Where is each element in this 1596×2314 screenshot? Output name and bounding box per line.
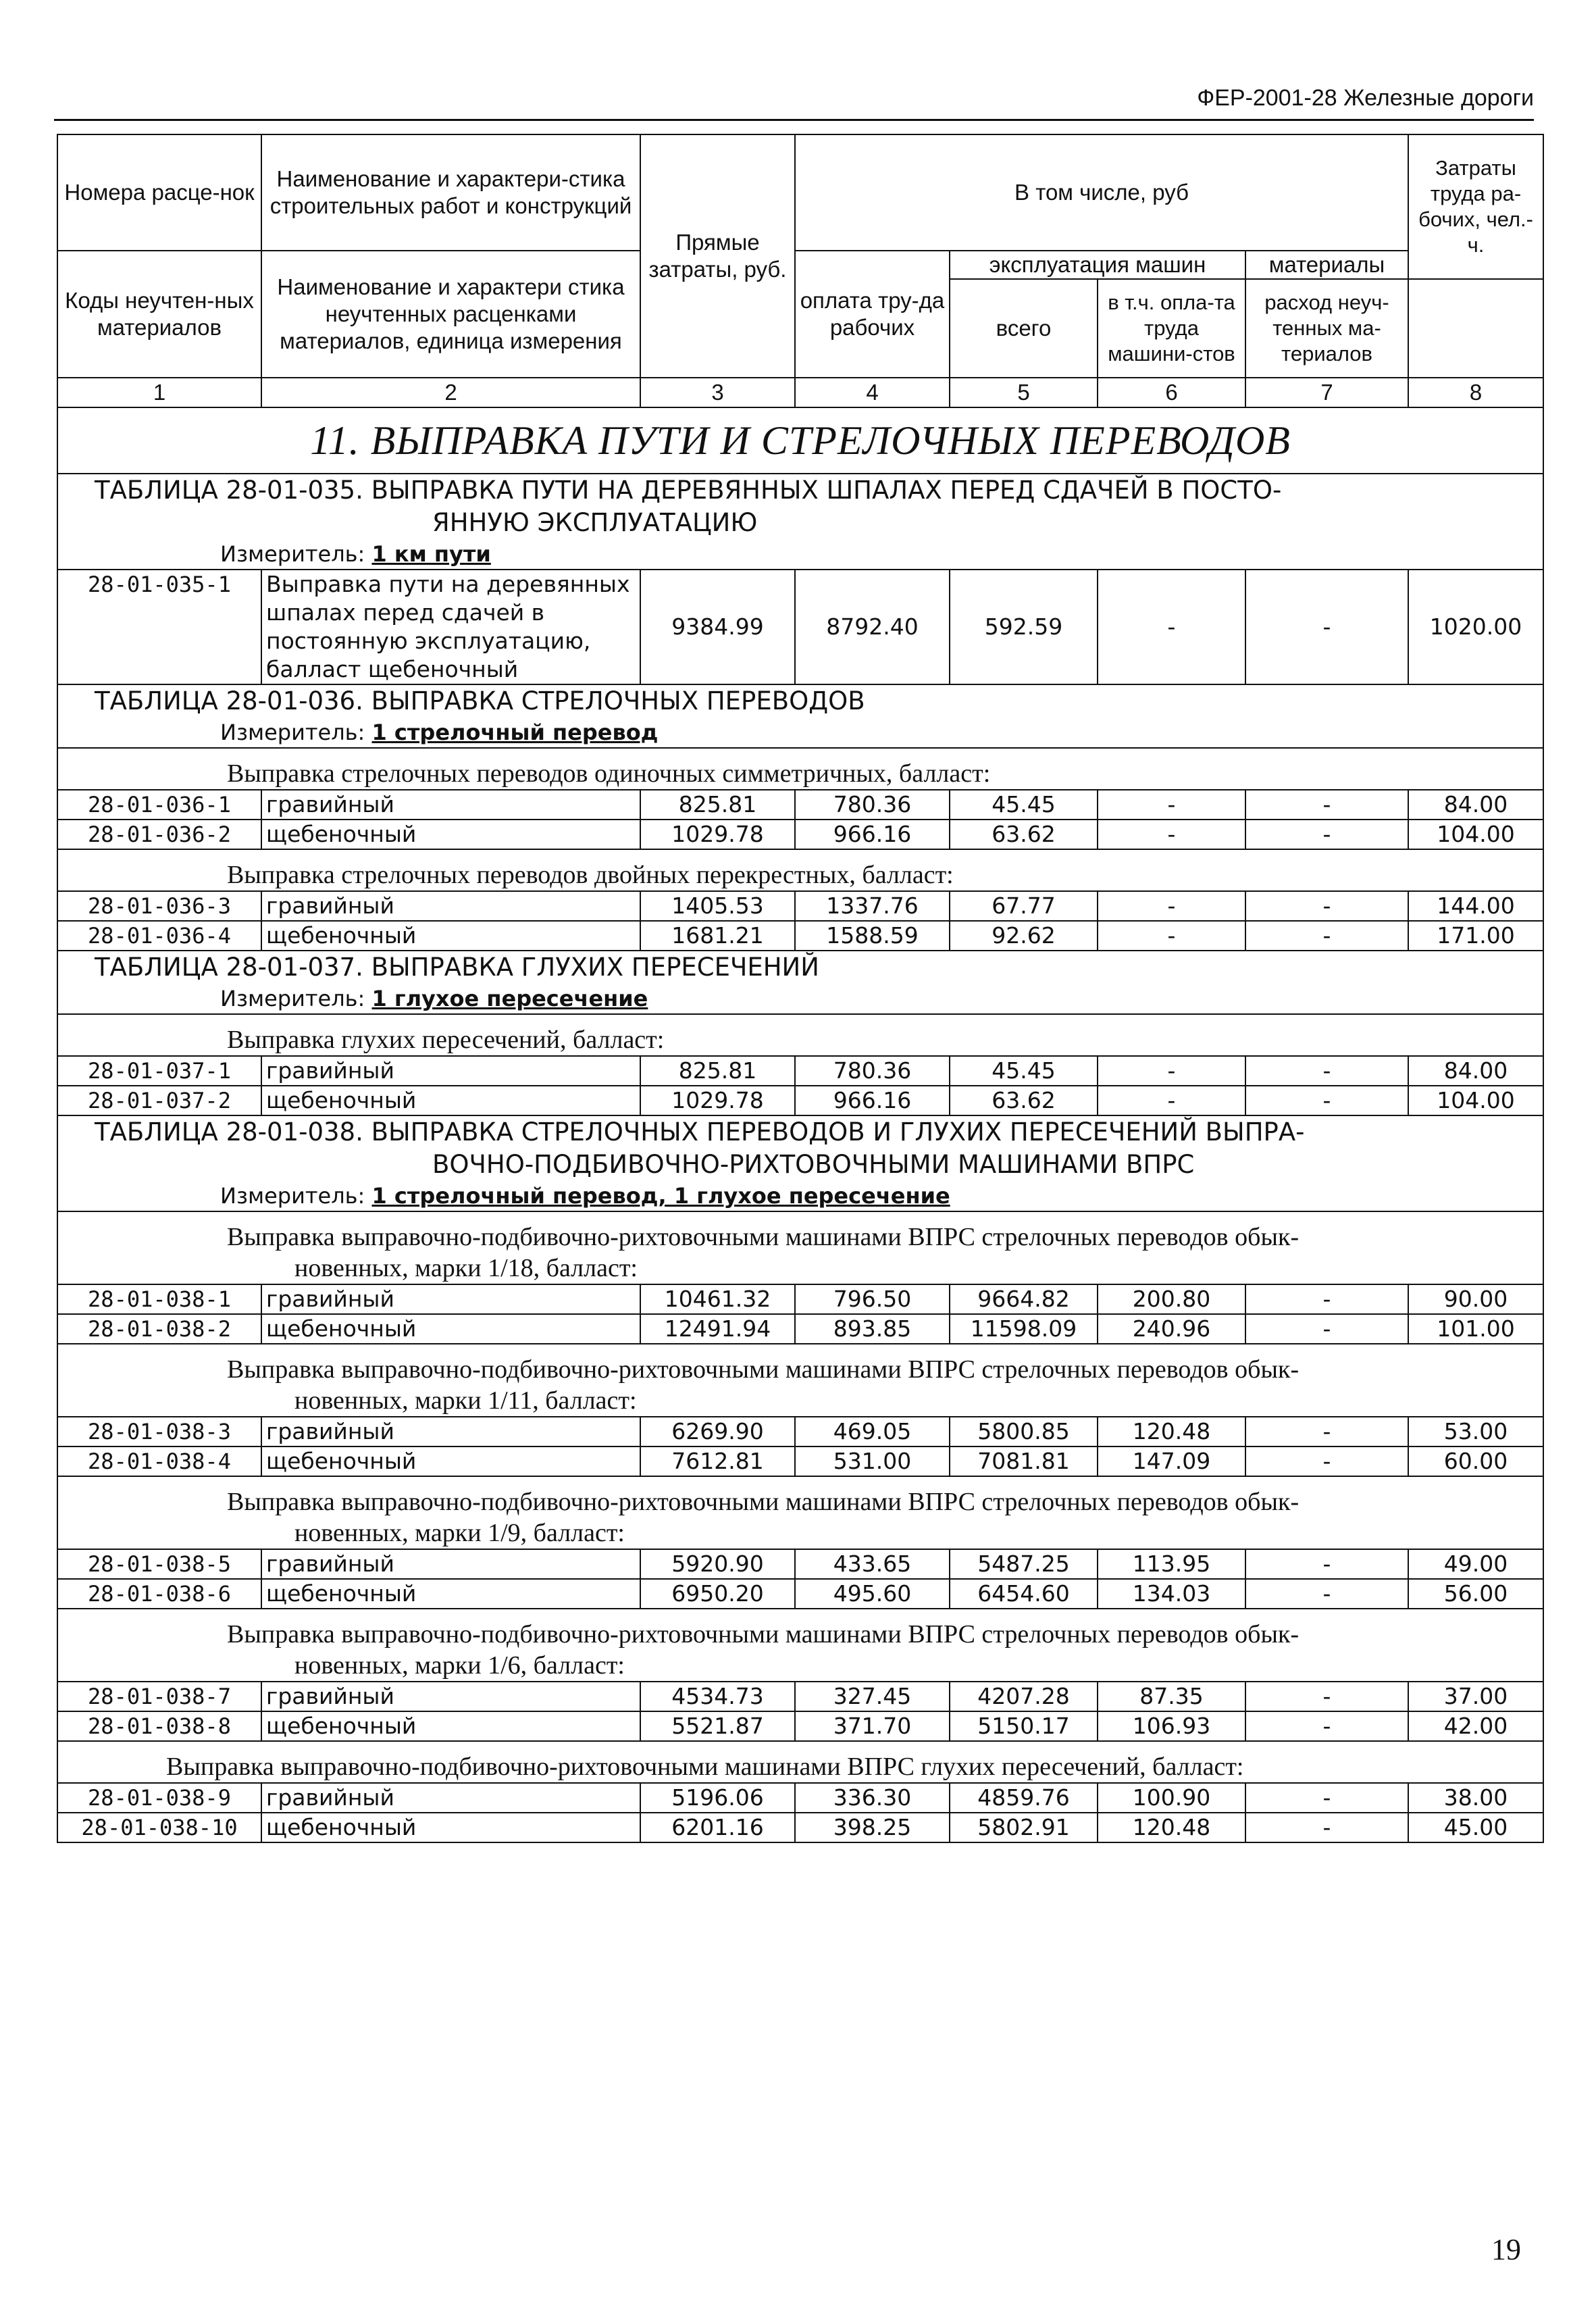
labor-cost: 101.00 (1408, 1314, 1543, 1344)
table-row (57, 1579, 1543, 1609)
machines-total: 592.59 (950, 570, 1098, 684)
subheading-text: Выправка выправочно-подбивочно-рихтовочными машинами ВПРС стрелочных переводов обык- (227, 1620, 1299, 1649)
materials-unaccounted: - (1245, 1417, 1408, 1447)
machines-labor: - (1098, 570, 1245, 684)
direct-costs: 1681.21 (640, 921, 795, 951)
rate-code: 28-01-036-4 (57, 921, 261, 951)
direct-costs: 7612.81 (640, 1447, 795, 1476)
machines-labor: 100.90 (1098, 1783, 1245, 1813)
rate-name: щебеночный (261, 820, 640, 849)
labor-pay: 8792.40 (795, 570, 950, 684)
rate-code: 28-01-036-2 (57, 820, 261, 849)
table-title-text: ТАБЛИЦА 28-01-035. ВЫПРАВКА ПУТИ НА ДЕРЕВЯННЫХ ШПАЛАХ ПЕРЕД СДАЧЕЙ В ПОСТО- (95, 476, 1282, 505)
rate-code: 28-01-038-7 (57, 1682, 261, 1711)
labor-cost: 49.00 (1408, 1549, 1543, 1579)
header-machines-total: всего (950, 279, 1098, 378)
machines-total: 63.62 (950, 1086, 1098, 1115)
subheading: Выправка выправочно-подбивочно-рихтовочными машинами ВПРС глухих пересечений, балласт: (57, 1741, 1543, 1783)
materials-unaccounted: - (1245, 1783, 1408, 1813)
machines-labor: - (1098, 1086, 1245, 1115)
machines-total: 5800.85 (950, 1417, 1098, 1447)
header-materials-unaccounted: расход неуч-тенных ма-териалов (1245, 279, 1408, 378)
labor-cost: 104.00 (1408, 1086, 1543, 1115)
rate-name: щебеночный (261, 1447, 640, 1476)
table-title-037: ТАБЛИЦА 28-01-037. ВЫПРАВКА ГЛУХИХ ПЕРЕСЕЧЕНИЙ (57, 951, 1543, 984)
labor-cost: 53.00 (1408, 1417, 1543, 1447)
header-machines-labor: в т.ч. опла-та труда машини-стов (1098, 279, 1245, 378)
header-materials: материалы (1245, 251, 1408, 279)
rate-name: гравийный (261, 1682, 640, 1711)
measure-label: Измеритель: (220, 986, 365, 1011)
direct-costs: 9384.99 (640, 570, 795, 684)
table-title-text: ТАБЛИЦА 28-01-038. ВЫПРАВКА СТРЕЛОЧНЫХ ПЕРЕВОДОВ И ГЛУХИХ ПЕРЕСЕЧЕНИЙ ВЫПРА- (95, 1117, 1305, 1147)
measure-value: 1 км пути (371, 541, 491, 567)
rate-code: 28-01-035-1 (57, 570, 261, 684)
materials-unaccounted: - (1245, 570, 1408, 684)
subheading (57, 1609, 1543, 1682)
table-row (57, 1783, 1543, 1813)
labor-cost: 38.00 (1408, 1783, 1543, 1813)
rate-name: щебеночный (261, 1579, 640, 1609)
labor-pay: 1588.59 (795, 921, 950, 951)
direct-costs: 6201.16 (640, 1813, 795, 1842)
header-direct-costs: Прямые затраты, руб. (640, 134, 795, 378)
rate-code: 28-01-038-5 (57, 1549, 261, 1579)
direct-costs: 825.81 (640, 1056, 795, 1086)
machines-labor: 200.80 (1098, 1284, 1245, 1314)
rate-name: Выправка пути на деревянных шпалах перед сдачей в постоянную эксплуатацию, балласт щебеночный (261, 570, 640, 684)
table-title-continuation: ЯННУЮ ЭКСПЛУАТАЦИЮ (432, 508, 758, 537)
table-row (57, 1086, 1543, 1115)
table-title-035 (57, 474, 1543, 539)
materials-unaccounted: - (1245, 1056, 1408, 1086)
rate-code: 28-01-037-2 (57, 1086, 261, 1115)
rate-name: щебеночный (261, 1711, 640, 1741)
materials-unaccounted: - (1245, 1284, 1408, 1314)
machines-total: 45.45 (950, 1056, 1098, 1086)
measure-value: 1 глухое пересечение (371, 986, 648, 1011)
rate-code: 28-01-036-1 (57, 790, 261, 820)
machines-labor: 120.48 (1098, 1813, 1245, 1842)
header-machines: эксплуатация машин (950, 251, 1245, 279)
direct-costs: 6950.20 (640, 1579, 795, 1609)
measure-label: Измеритель: (220, 1183, 365, 1209)
header-codes-bottom: Коды неучтен-ных материалов (57, 251, 261, 378)
header-name-top: Наименование и характери-стика строительных работ и конструкций (261, 134, 640, 251)
machines-total: 5802.91 (950, 1813, 1098, 1842)
table-header (57, 134, 1543, 407)
rate-name: щебеночный (261, 921, 640, 951)
materials-unaccounted: - (1245, 1447, 1408, 1476)
labor-cost: 37.00 (1408, 1682, 1543, 1711)
column-number: 3 (640, 378, 795, 407)
labor-pay: 336.30 (795, 1783, 950, 1813)
column-number: 2 (261, 378, 640, 407)
machines-total: 4207.28 (950, 1682, 1098, 1711)
direct-costs: 6269.90 (640, 1417, 795, 1447)
header-name-bottom: Наименование и характери стика неучтенных расценками материалов, единица измерения (261, 251, 640, 378)
machines-labor: - (1098, 820, 1245, 849)
machines-total: 11598.09 (950, 1314, 1098, 1344)
materials-unaccounted: - (1245, 1682, 1408, 1711)
measure-037 (57, 984, 1543, 1014)
table-row (57, 1314, 1543, 1344)
header-labor-cost: Затраты труда ра-бочих, чел.-ч. (1408, 134, 1543, 279)
machines-labor: - (1098, 921, 1245, 951)
rate-code: 28-01-038-8 (57, 1711, 261, 1741)
table-row (57, 1711, 1543, 1741)
materials-unaccounted: - (1245, 1711, 1408, 1741)
direct-costs: 1405.53 (640, 891, 795, 921)
page-header: ФЕР-2001-28 Железные дороги (54, 85, 1534, 121)
machines-total: 7081.81 (950, 1447, 1098, 1476)
table-row (57, 921, 1543, 951)
labor-cost: 56.00 (1408, 1579, 1543, 1609)
subheading: Выправка стрелочных переводов одиночных симметричных, балласт: (57, 748, 1543, 790)
table-row (57, 1056, 1543, 1086)
column-number: 1 (57, 378, 261, 407)
labor-cost: 104.00 (1408, 820, 1543, 849)
table-row (57, 820, 1543, 849)
subheading-text: Выправка выправочно-подбивочно-рихтовочными машинами ВПРС стрелочных переводов обык- (227, 1223, 1299, 1251)
labor-pay: 1337.76 (795, 891, 950, 921)
labor-pay: 469.05 (795, 1417, 950, 1447)
labor-cost: 60.00 (1408, 1447, 1543, 1476)
table-row (57, 570, 1543, 684)
labor-pay: 796.50 (795, 1284, 950, 1314)
materials-unaccounted: - (1245, 1549, 1408, 1579)
subheading-text: Выправка выправочно-подбивочно-рихтовочными машинами ВПРС стрелочных переводов обык- (227, 1355, 1299, 1384)
materials-unaccounted: - (1245, 891, 1408, 921)
direct-costs: 825.81 (640, 790, 795, 820)
column-number: 7 (1245, 378, 1408, 407)
labor-cost: 171.00 (1408, 921, 1543, 951)
table-row (57, 1549, 1543, 1579)
labor-pay: 495.60 (795, 1579, 950, 1609)
rate-code: 28-01-037-1 (57, 1056, 261, 1086)
subheading: Выправка глухих пересечений, балласт: (57, 1014, 1543, 1056)
table-row (57, 891, 1543, 921)
labor-pay: 371.70 (795, 1711, 950, 1741)
direct-costs: 1029.78 (640, 820, 795, 849)
machines-labor: 134.03 (1098, 1579, 1245, 1609)
direct-costs: 5521.87 (640, 1711, 795, 1741)
labor-pay: 780.36 (795, 1056, 950, 1086)
rate-code: 28-01-038-9 (57, 1783, 261, 1813)
materials-unaccounted: - (1245, 1314, 1408, 1344)
rate-code: 28-01-036-3 (57, 891, 261, 921)
labor-pay: 893.85 (795, 1314, 950, 1344)
labor-cost: 42.00 (1408, 1711, 1543, 1741)
rate-name: щебеночный (261, 1086, 640, 1115)
header-including: В том числе, руб (795, 134, 1408, 251)
rate-name: гравийный (261, 1284, 640, 1314)
table-body (57, 407, 1543, 1842)
materials-unaccounted: - (1245, 820, 1408, 849)
column-numbers-row (57, 378, 1543, 407)
materials-unaccounted: - (1245, 1813, 1408, 1842)
table-row (57, 1284, 1543, 1314)
subheading (57, 1476, 1543, 1549)
machines-labor: 106.93 (1098, 1711, 1245, 1741)
rate-code: 28-01-038-1 (57, 1284, 261, 1314)
subheading-continuation: новенных, марки 1/11, балласт: (294, 1386, 637, 1415)
machines-total: 6454.60 (950, 1579, 1098, 1609)
machines-total: 63.62 (950, 820, 1098, 849)
machines-labor: - (1098, 1056, 1245, 1086)
section-title: 11. ВЫПРАВКА ПУТИ И СТРЕЛОЧНЫХ ПЕРЕВОДОВ (57, 407, 1543, 474)
measure-value: 1 стрелочный перевод (371, 720, 659, 745)
measure-036 (57, 718, 1543, 748)
table-row (57, 1447, 1543, 1476)
materials-unaccounted: - (1245, 1086, 1408, 1115)
measure-038 (57, 1181, 1543, 1211)
direct-costs: 12491.94 (640, 1314, 795, 1344)
rate-name: щебеночный (261, 1813, 640, 1842)
direct-costs: 5196.06 (640, 1783, 795, 1813)
machines-total: 4859.76 (950, 1783, 1098, 1813)
materials-unaccounted: - (1245, 921, 1408, 951)
rates-table (57, 134, 1544, 1843)
subheading-text: Выправка выправочно-подбивочно-рихтовочными машинами ВПРС стрелочных переводов обык- (227, 1488, 1299, 1516)
labor-pay: 433.65 (795, 1549, 950, 1579)
machines-total: 9664.82 (950, 1284, 1098, 1314)
table-title-036: ТАБЛИЦА 28-01-036. ВЫПРАВКА СТРЕЛОЧНЫХ ПЕРЕВОДОВ (57, 684, 1543, 718)
rate-code: 28-01-038-6 (57, 1579, 261, 1609)
machines-labor: 240.96 (1098, 1314, 1245, 1344)
materials-unaccounted: - (1245, 790, 1408, 820)
table-row (57, 1813, 1543, 1842)
rate-code: 28-01-038-3 (57, 1417, 261, 1447)
machines-labor: 87.35 (1098, 1682, 1245, 1711)
direct-costs: 4534.73 (640, 1682, 795, 1711)
direct-costs: 1029.78 (640, 1086, 795, 1115)
labor-pay: 966.16 (795, 820, 950, 849)
direct-costs: 10461.32 (640, 1284, 795, 1314)
machines-labor: - (1098, 790, 1245, 820)
page-number: 19 (1491, 2233, 1521, 2266)
machines-labor: 113.95 (1098, 1549, 1245, 1579)
labor-cost: 1020.00 (1408, 570, 1543, 684)
rate-name: гравийный (261, 1056, 640, 1086)
rate-name: гравийный (261, 891, 640, 921)
table-row (57, 1417, 1543, 1447)
measure-035 (57, 539, 1543, 570)
labor-pay: 327.45 (795, 1682, 950, 1711)
table-title-continuation: ВОЧНО-ПОДБИВОЧНО-РИХТОВОЧНЫМИ МАШИНАМИ ВПРС (432, 1150, 1195, 1179)
table-row (57, 1682, 1543, 1711)
labor-cost: 90.00 (1408, 1284, 1543, 1314)
machines-labor: 147.09 (1098, 1447, 1245, 1476)
labor-pay: 966.16 (795, 1086, 950, 1115)
subheading-continuation: новенных, марки 1/18, балласт: (294, 1254, 638, 1282)
table-title-038 (57, 1115, 1543, 1181)
subheading (57, 1211, 1543, 1284)
rate-name: щебеночный (261, 1314, 640, 1344)
materials-unaccounted: - (1245, 1579, 1408, 1609)
rate-name: гравийный (261, 1549, 640, 1579)
header-labor-pay: оплата тру-да рабочих (795, 251, 950, 378)
column-number: 6 (1098, 378, 1245, 407)
labor-pay: 398.25 (795, 1813, 950, 1842)
rate-code: 28-01-038-2 (57, 1314, 261, 1344)
rate-name: гравийный (261, 1417, 640, 1447)
labor-cost: 144.00 (1408, 891, 1543, 921)
direct-costs: 5920.90 (640, 1549, 795, 1579)
header-codes-top: Номера расце-нок (57, 134, 261, 251)
subheading-continuation: новенных, марки 1/9, балласт: (294, 1519, 625, 1547)
labor-pay: 531.00 (795, 1447, 950, 1476)
machines-total: 67.77 (950, 891, 1098, 921)
machines-labor: - (1098, 891, 1245, 921)
labor-cost: 84.00 (1408, 790, 1543, 820)
column-number: 4 (795, 378, 950, 407)
subheading-continuation: новенных, марки 1/6, балласт: (294, 1651, 625, 1680)
measure-label: Измеритель: (220, 541, 365, 567)
labor-cost: 45.00 (1408, 1813, 1543, 1842)
machines-total: 92.62 (950, 921, 1098, 951)
column-number: 8 (1408, 378, 1543, 407)
machines-total: 45.45 (950, 790, 1098, 820)
rate-code: 28-01-038-10 (57, 1813, 261, 1842)
table-row (57, 790, 1543, 820)
subheading (57, 1344, 1543, 1417)
measure-label: Измеритель: (220, 720, 365, 745)
labor-cost: 84.00 (1408, 1056, 1543, 1086)
column-number: 5 (950, 378, 1098, 407)
labor-pay: 780.36 (795, 790, 950, 820)
machines-total: 5487.25 (950, 1549, 1098, 1579)
rate-name: гравийный (261, 1783, 640, 1813)
rate-name: гравийный (261, 790, 640, 820)
measure-value: 1 стрелочный перевод, 1 глухое пересечение (371, 1183, 950, 1209)
subheading: Выправка стрелочных переводов двойных перекрестных, балласт: (57, 849, 1543, 891)
header-labor-cost-spacer (1408, 279, 1543, 378)
machines-total: 5150.17 (950, 1711, 1098, 1741)
rate-code: 28-01-038-4 (57, 1447, 261, 1476)
machines-labor: 120.48 (1098, 1417, 1245, 1447)
